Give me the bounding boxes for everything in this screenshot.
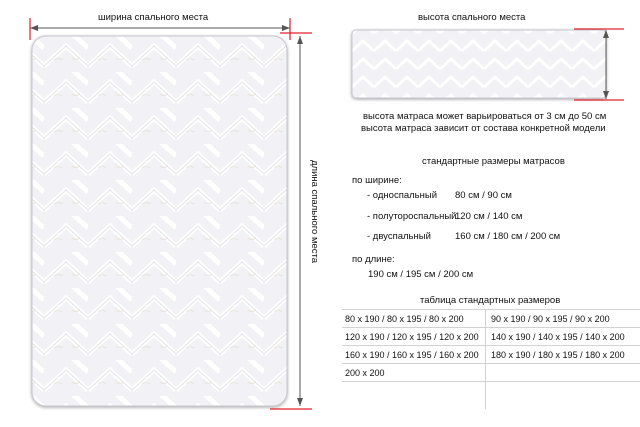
table-cell: 80 x 190 / 80 x 195 / 80 x 200	[345, 314, 464, 324]
size-type-name: - односпальный	[367, 190, 438, 201]
table-cell: 200 x 200	[345, 368, 385, 378]
size-type-name: - полутороспальный	[367, 211, 457, 222]
mattress-side-view	[352, 30, 606, 98]
height-note-1: высота матраса может варьироваться от 3 см до 50 см	[363, 111, 607, 122]
table-cell: 120 x 190 / 120 x 195 / 120 x 200	[345, 332, 479, 342]
length-values: 190 см / 195 см / 200 см	[368, 269, 474, 280]
size-type-value: 120 см / 140 см	[455, 211, 523, 222]
table-title: таблица стандартных размеров	[420, 295, 561, 306]
width-label: ширина спального места	[98, 12, 209, 23]
length-label: длина спального места	[309, 160, 320, 264]
size-type-value: 80 см / 90 см	[455, 190, 512, 201]
height-label: высота спального места	[418, 12, 526, 23]
table-cell: 160 x 190 / 160 x 195 / 160 x 200	[345, 350, 479, 360]
table-cell: 180 x 190 / 180 x 195 / 180 x 200	[491, 350, 625, 360]
by-width-label: по ширине:	[352, 175, 402, 186]
size-type-value: 160 см / 180 см / 200 см	[455, 231, 561, 242]
mattress-top-view	[32, 36, 287, 406]
size-type-name: - двуспальный	[367, 231, 431, 242]
by-length-label: по длине:	[352, 254, 395, 265]
table-cell: 90 x 190 / 90 x 195 / 90 x 200	[491, 314, 610, 324]
standard-sizes-title: стандартные размеры матрасов	[422, 156, 565, 167]
table-cell: 140 x 190 / 140 x 195 / 140 x 200	[491, 332, 625, 342]
height-note-2: высота матраса зависит от состава конкретной модели	[361, 123, 606, 134]
